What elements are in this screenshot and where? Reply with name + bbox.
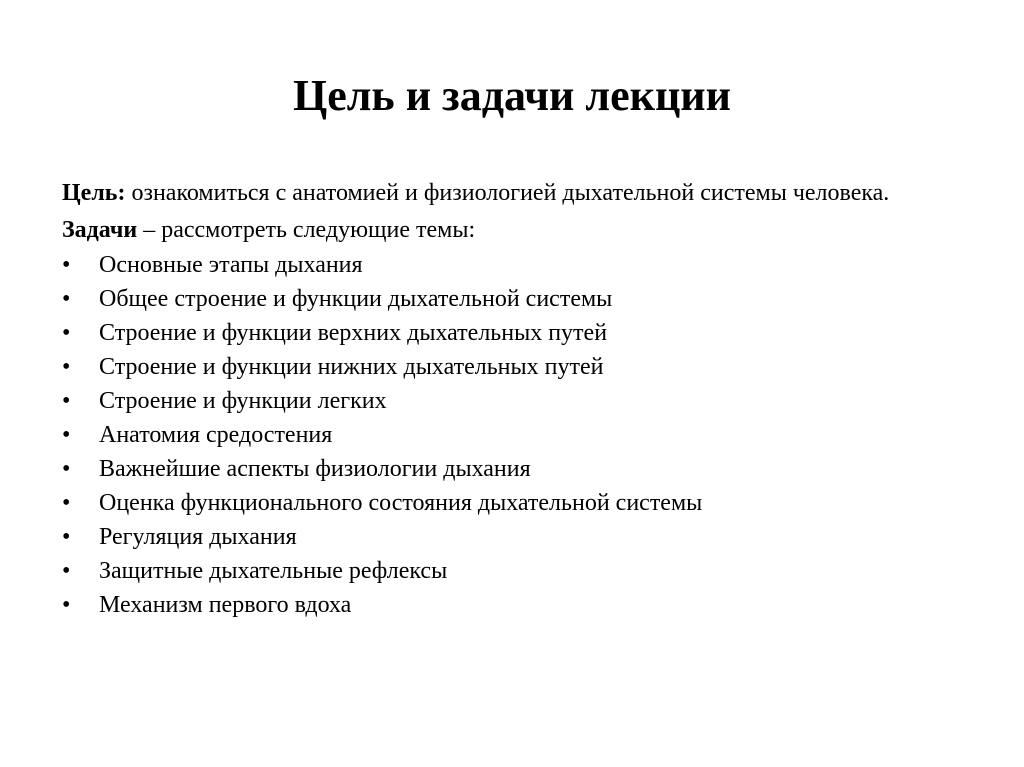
list-item-text: Оценка функционального состояния дыхательной системы <box>99 490 703 516</box>
list-item-text: Общее строение и функции дыхательной системы <box>99 286 613 312</box>
list-item-text: Защитные дыхательные рефлексы <box>99 558 448 584</box>
tasks-label: Задачи <box>62 217 138 243</box>
goal-label: Цель: <box>62 180 126 206</box>
bullet-icon: • <box>62 286 71 312</box>
list-item <box>62 248 962 282</box>
topics-list <box>62 248 962 622</box>
bullet-icon: • <box>62 456 71 482</box>
tasks-text: – рассмотреть следующие темы: <box>137 217 476 243</box>
bullet-icon: • <box>62 320 71 346</box>
list-item <box>62 520 962 554</box>
list-item <box>62 486 962 520</box>
list-item-text: Регуляция дыхания <box>99 524 297 550</box>
slide-body <box>62 178 962 622</box>
list-item <box>62 554 962 588</box>
goal-text: ознакомиться с анатомией и физиологией дыхательной системы человека. <box>125 180 890 206</box>
list-item-text: Механизм первого вдоха <box>99 592 352 618</box>
list-item-text: Строение и функции легких <box>99 388 387 414</box>
list-item <box>62 384 962 418</box>
list-item <box>62 418 962 452</box>
bullet-icon: • <box>62 490 71 516</box>
goal-paragraph <box>62 178 962 208</box>
list-item <box>62 350 962 384</box>
bullet-icon: • <box>62 592 71 618</box>
list-item-text: Основные этапы дыхания <box>99 252 363 278</box>
bullet-icon: • <box>62 422 71 448</box>
tasks-paragraph <box>62 215 962 245</box>
list-item-text: Строение и функции нижних дыхательных путей <box>99 354 604 380</box>
list-item-text: Анатомия средостения <box>99 422 333 448</box>
bullet-icon: • <box>62 524 71 550</box>
list-item <box>62 316 962 350</box>
list-item-text: Важнейшие аспекты физиологии дыхания <box>99 456 531 482</box>
bullet-icon: • <box>62 354 71 380</box>
bullet-icon: • <box>62 252 71 278</box>
list-item <box>62 588 962 622</box>
bullet-icon: • <box>62 558 71 584</box>
list-item <box>62 452 962 486</box>
list-item-text: Строение и функции верхних дыхательных путей <box>99 320 608 346</box>
slide-title: Цель и задачи лекции <box>292 71 732 120</box>
list-item <box>62 282 962 316</box>
bullet-icon: • <box>62 388 71 414</box>
